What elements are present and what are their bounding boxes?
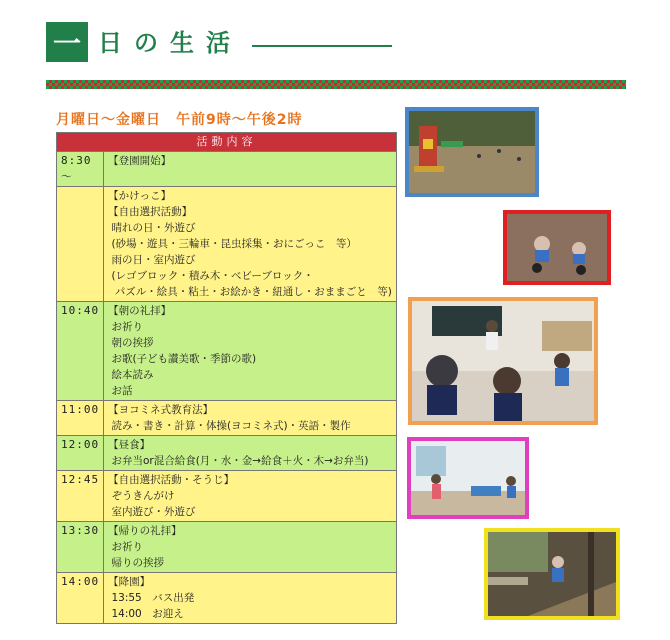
schedule-content: [104, 436, 397, 471]
schedule-time: 8:30～: [57, 152, 104, 187]
schedule-line: お祈り: [108, 321, 143, 333]
schedule-line: 14:00 お迎え: [108, 608, 184, 620]
schedule-line: 室内遊び・外遊び: [108, 506, 196, 518]
schedule-line: 【自由選択活動・そうじ】: [108, 474, 235, 486]
schedule-row: [57, 302, 397, 401]
schedule-time: 10:40: [57, 302, 104, 401]
schedule-line: 帰りの挨拶: [108, 557, 164, 569]
schedule-content: [104, 471, 397, 522]
schedule-time: 12:00: [57, 436, 104, 471]
photo-indoor-play: [407, 437, 529, 519]
schedule-line: 【自由選択活動】: [108, 206, 193, 218]
schedule-line: 晴れの日・外遊び: [108, 222, 196, 234]
schedule-line: 【降園】: [108, 576, 151, 588]
schedule-header-row: [57, 133, 397, 152]
schedule-content: [104, 573, 397, 624]
schedule-row: [57, 187, 397, 302]
schedule-line: お話: [108, 385, 133, 397]
title-rule: [252, 45, 392, 47]
schedule-line: 朝の挨拶: [108, 337, 154, 349]
schedule-time: [57, 187, 104, 302]
schedule-time: 14:00: [57, 573, 104, 624]
schedule-time: 13:30: [57, 522, 104, 573]
schedule-line: パズル・絵具・粘土・お絵かき・紐通し・おままごと 等): [108, 286, 392, 298]
schedule-row: [57, 152, 397, 187]
schedule-time: 11:00: [57, 401, 104, 436]
schedule-line: お弁当or混合給食(月・水・金→給食＋火・木→お弁当): [108, 455, 369, 467]
schedule-line: お祈り: [108, 541, 143, 553]
schedule-row: [57, 401, 397, 436]
photo-tricycles: [503, 210, 611, 285]
schedule-row: [57, 522, 397, 573]
schedule-line: 【ヨコミネ式教育法】: [108, 404, 214, 416]
schedule-subtitle: 月曜日～金曜日 午前9時～午後2時: [56, 112, 303, 128]
schedule-table: [56, 132, 397, 624]
schedule-line: 【帰りの礼拝】: [108, 525, 182, 537]
photo-classroom-circle: [408, 297, 598, 425]
schedule-line: 雨の日・室内遊び: [108, 254, 196, 266]
schedule-row: [57, 573, 397, 624]
page-title: 日の生活: [98, 29, 242, 57]
schedule-line: 読み・書き・計算・体操(ヨコミネ式)・英語・製作: [108, 420, 351, 432]
schedule-content: [104, 401, 397, 436]
schedule-line: 【朝の礼拝】: [108, 305, 172, 317]
schedule-line: 【昼食】: [108, 439, 151, 451]
schedule-time: 12:45: [57, 471, 104, 522]
tricycle-scene: [507, 214, 607, 281]
schedule-row: [57, 436, 397, 471]
schedule-line: (砂場・遊具・三輪車・昆虫採集・おにごっこ 等）: [108, 238, 357, 250]
schedule-content: [104, 152, 397, 187]
schedule-line: 【登園開始】: [108, 155, 172, 167]
indoor-play-scene: [411, 441, 525, 515]
schedule-line: お歌(子ども讃美歌・季節の歌): [108, 353, 257, 365]
schedule-content: [104, 187, 397, 302]
schedule-content: [104, 522, 397, 573]
classroom-scene: [412, 301, 594, 421]
title-first-char: 一: [46, 22, 88, 62]
schedule-header: 活動内容: [57, 133, 397, 152]
outdoor-slope-scene: [488, 532, 616, 616]
photo-outdoor-slope: [484, 528, 620, 620]
schedule-line: ぞうきんがけ: [108, 490, 175, 502]
checker-divider: [46, 80, 626, 89]
schedule-line: 13:55 バス出発: [108, 592, 195, 604]
schedule-row: [57, 471, 397, 522]
schedule-line: 【かけっこ】: [108, 190, 172, 202]
photo-playground: [405, 107, 539, 197]
schedule-line: 絵本読み: [108, 369, 154, 381]
schedule-line: (レゴブロック・積み木・ベビーブロック・: [108, 270, 314, 282]
schedule-content: [104, 302, 397, 401]
playground-scene: [409, 111, 535, 193]
